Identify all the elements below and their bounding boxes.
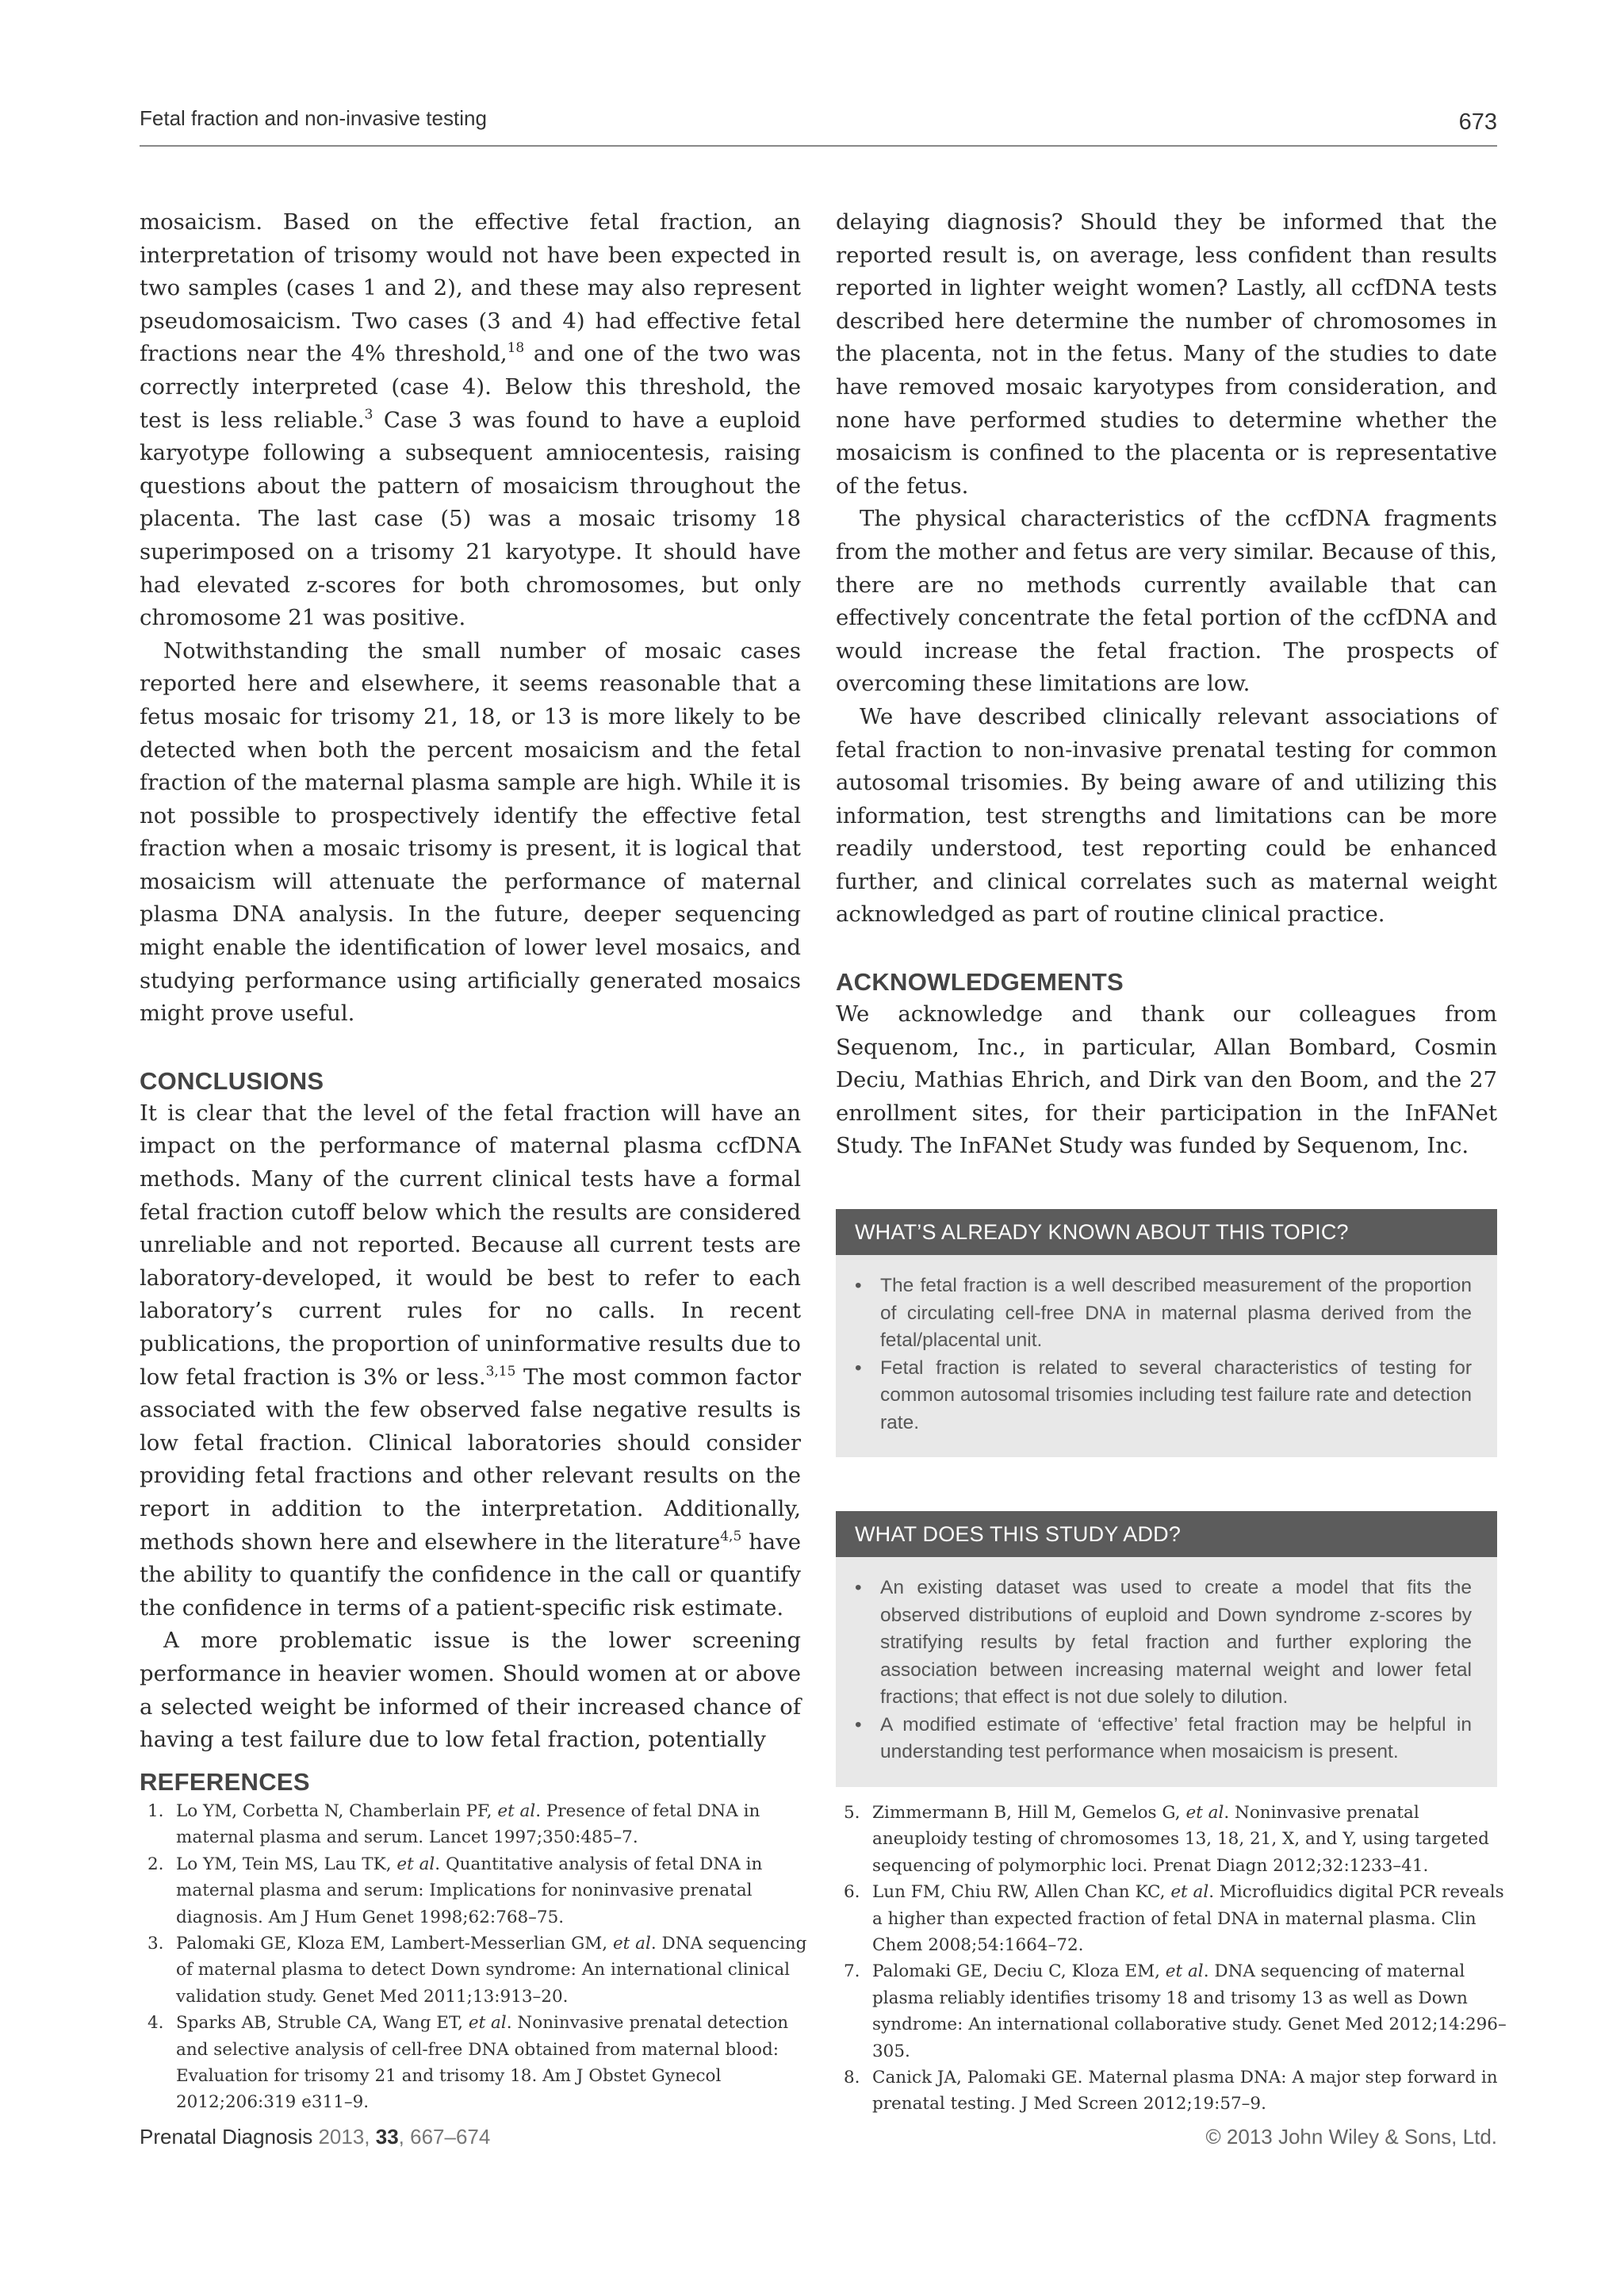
text-run: The most common factor associated with the few observed false negative results is low fetal fraction. Clinical laboratories should consider providing fetal fractions and other relevant results on the report in addition to the interpretation. Additionally, methods shown here and elsewhere in the literature — [140, 1364, 801, 1555]
page-number: 673 — [1458, 109, 1497, 135]
journal-volume: 33 — [375, 2125, 399, 2149]
header-divider — [140, 145, 1497, 147]
reference-etal: et al — [1170, 1882, 1209, 1903]
reference-number: 4. — [147, 2013, 164, 2034]
reference-text: Sparks AB, Struble CA, Wang ET, — [176, 2013, 469, 2034]
reference-item — [147, 1798, 810, 1851]
paragraph-physical-characteristics: The physical characteristics of the ccfDNA fragments from the mother and fetus are very similar. Because of this, there are no methods currently available that can effectively concentrate the fetal portion of the ccfDNA and would increase the fetal fraction. The prospects of overcoming these limitations are low. — [836, 506, 1497, 697]
reference-text: . Presence of fetal DNA in maternal plasma and serum. Lancet 1997;350:485–7. — [176, 1801, 760, 1848]
reference-text: Zimmermann B, Hill M, Gemelos G, — [872, 1803, 1186, 1823]
reference-etal: et al — [1185, 1803, 1224, 1823]
text-run: Case 3 was found to have a euploid karyotype following a subsequent amniocentesis, raising questions about the pattern of mosaicism throughout the placenta. The last case (5) was a mosaic trisomy 18 superimposed on a trisomy 21 karyotype. It should have had elevated z-scores for both chromosomes, but only chromosome 21 was positive. — [140, 407, 801, 631]
paragraph-acknowledgements: We acknowledge and thank our colleagues from Sequenom, Inc., in particular, Allan Bombard, Cosmin Deciu, Mathias Ehrich, and Dirk van den Boom, and the 27 enrollment sites, for their participation in the InFANet Study. The InFANet Study was funded by Sequenom, Inc. — [836, 1001, 1497, 1159]
reference-text: . Microfluidics digital PCR reveals a higher than expected fraction of fetal DNA in maternal plasma. Clin Chem 2008;54:1664–72. — [872, 1882, 1504, 1956]
reference-etal: et al — [1165, 1961, 1204, 1982]
paragraph-problematic-issue: A more problematic issue is the lower screening performance in heavier women. Should women at or above a selected weight be informed of their increased chance of having a test failure due to low fetal fraction, potentially — [140, 1628, 801, 1753]
key-points-box-adds — [836, 1511, 1497, 1787]
reference-etal: et al — [612, 1934, 651, 1954]
bullet-list — [836, 1255, 1497, 1457]
reference-text: . DNA sequencing of maternal plasma reliably identifies trisomy 18 and trisomy 13 as well as Down syndrome: An international collaborative study. Genet Med 2012;14:296–305. — [872, 1961, 1507, 2061]
reference-text: Palomaki GE, Kloza EM, Lambert-Messerlian GM, — [176, 1934, 613, 1954]
reference-item — [844, 1800, 1507, 1879]
box-heading: WHAT’S ALREADY KNOWN ABOUT THIS TOPIC? — [836, 1209, 1497, 1255]
reference-item — [147, 1931, 810, 2010]
reference-number: 8. — [844, 2068, 860, 2088]
reference-item — [844, 2064, 1507, 2118]
section-heading-conclusions: CONCLUSIONS — [140, 1066, 324, 1095]
bullet-item: • The fetal fraction is a well described measurement of the proportion of circulating cell-free DNA in maternal plasma derived from the fetal/placental unit. — [879, 1272, 1472, 1355]
reference-list-left — [147, 1798, 810, 2116]
reference-etal: et al — [396, 1854, 435, 1874]
footer-copyright: © 2013 John Wiley & Sons, Ltd. — [1205, 2125, 1497, 2149]
section-heading-acknowledgements: ACKNOWLEDGEMENTS — [836, 968, 1124, 997]
reference-item — [147, 2010, 810, 2116]
reference-number: 2. — [147, 1854, 164, 1874]
reference-text: Lo YM, Tein MS, Lau TK, — [176, 1854, 397, 1874]
citation: 4,5 — [720, 1528, 742, 1544]
citation: 3,15 — [485, 1363, 516, 1380]
box-heading: WHAT DOES THIS STUDY ADD? — [836, 1511, 1497, 1557]
reference-text: Lo YM, Corbetta N, Chamberlain PF, — [176, 1801, 498, 1821]
paragraph-conclusions — [140, 1097, 801, 1625]
journal-pages: , 667–674 — [398, 2125, 491, 2149]
reference-item — [844, 1879, 1507, 1958]
text-run: mosaicism. Based on the effective fetal fraction, an interpretation of trisomy would not have been expected in two samples (cases 1 and 2), and these may also represent pseudomosaicism. Two cases (3 and 4) had effective fetal fractions near the 4% threshold, — [140, 209, 801, 367]
reference-item — [844, 1958, 1507, 2064]
reference-text: . Noninvasive prenatal aneuploidy testing of chromosomes 13, 18, 21, X, and Y, using targeted sequencing of polymorphic loci. Prenat Diagn 2012;32:1233–41. — [872, 1803, 1489, 1876]
reference-item — [147, 1851, 810, 1931]
reference-etal: et al — [468, 2013, 507, 2034]
text-run: have the ability to quantify the confidence in the call or quantify the confidence in terms of a patient-specific risk estimate. — [140, 1529, 801, 1621]
bullet-item: • Fetal fraction is related to several characteristics of testing for common autosomal trisomies including test failure rate and detection rate. — [879, 1355, 1472, 1437]
reference-list-right — [844, 1800, 1507, 2118]
paragraph-mosaicism — [140, 206, 801, 635]
reference-number: 6. — [844, 1882, 860, 1903]
reference-number: 7. — [844, 1961, 860, 1982]
left-column — [140, 206, 801, 1757]
running-header: Fetal fraction and non-invasive testing — [140, 106, 487, 130]
paragraph-delaying-diagnosis: delaying diagnosis? Should they be informed that the reported result is, on average, less confident than results reported in lighter weight women? Lastly, all ccfDNA tests described here determine the number of chromosomes in the placenta, not in the fetus. Many of the studies to date have removed mosaic karyotypes from consideration, and none have performed studies to determine whether the mosaicism is confined to the placenta or is representative of the fetus. — [836, 209, 1497, 499]
reference-text: Canick JA, Palomaki GE. Maternal plasma DNA: A major step forward in prenatal testing. J Med Screen 2012;19:57–9. — [872, 2068, 1498, 2114]
reference-text: Lun FM, Chiu RW, Allen Chan KC, — [872, 1882, 1171, 1903]
text-run: and one of the two was correctly interpreted (case 4). Below this threshold, the test is less reliable. — [140, 341, 801, 433]
paragraph-notwithstanding: Notwithstanding the small number of mosaic cases reported here and elsewhere, it seems reasonable that a fetus mosaic for trisomy 21, 18, or 13 is more likely to be detected when both the percent mosaicism and the fetal fraction of the maternal plasma sample are high. While it is not possible to prospectively identify the effective fetal fraction when a mosaic trisomy is present, it is logical that mosaicism will attenuate the performance of maternal plasma DNA analysis. In the future, deeper sequencing might enable the identification of lower level mosaics, and studying performance using artificially generated mosaics might prove useful. — [140, 637, 801, 1027]
reference-text: . Quantitative analysis of fetal DNA in maternal plasma and serum: Implications for noninvasive prenatal diagnosis. Am J Hum Genet 1998;62:768–75. — [176, 1854, 763, 1927]
citation: 18 — [507, 340, 525, 357]
bullet-list — [836, 1557, 1497, 1787]
footer-citation — [140, 2125, 490, 2149]
citation: 3 — [364, 406, 373, 423]
reference-text: Palomaki GE, Deciu C, Kloza EM, — [872, 1961, 1166, 1982]
reference-number: 5. — [844, 1803, 860, 1823]
bullet-item: • A modified estimate of ‘effective’ fetal fraction may be helpful in understanding test performance when mosaicism is present. — [879, 1712, 1472, 1766]
reference-text: . DNA sequencing of maternal plasma to detect Down syndrome: An international clinical validation study. Genet Med 2011;13:913–20. — [176, 1934, 807, 2007]
reference-etal: et al — [497, 1801, 536, 1821]
text-run: It is clear that the level of the fetal fraction will have an impact on the performance of maternal plasma ccfDNA methods. Many of the current clinical tests have a formal fetal fraction cutoff below which the results are considered unreliable and not reported. Because all current tests are laboratory-developed, it would be best to refer to each laboratory’s current rules for no calls. In recent publications, the proportion of uninformative results due to low fetal fraction is 3% or less. — [140, 1100, 801, 1390]
bullet-item: • An existing dataset was used to create a model that fits the observed distributions of euploid and Down syndrome z-scores by stratifying results by fetal fraction and further exploring the association between increasing maternal weight and lower fetal fractions; that effect is not due solely to dilution. — [879, 1575, 1472, 1712]
journal-year: 2013, — [312, 2125, 376, 2149]
paragraph-summary: We have described clinically relevant associations of fetal fraction to non-invasive prenatal testing for common autosomal trisomies. By being aware of and utilizing this information, test strengths and limitations can be more readily understood, test reporting could be enhanced further, and clinical correlates such as maternal weight acknowledged as part of routine clinical practice. — [836, 703, 1497, 928]
journal-name: Prenatal Diagnosis — [140, 2125, 313, 2149]
reference-text: . Noninvasive prenatal detection and selective analysis of cell-free DNA obtained from maternal blood: Evaluation for trisomy 21 and trisomy 18. Am J Obstet Gynecol 2012;206:319 e311–9. — [176, 2013, 789, 2113]
key-points-box-known — [836, 1209, 1497, 1457]
reference-number: 1. — [147, 1801, 164, 1821]
section-heading-references: REFERENCES — [140, 1768, 310, 1796]
right-column — [836, 206, 1497, 1787]
reference-number: 3. — [147, 1934, 164, 1954]
